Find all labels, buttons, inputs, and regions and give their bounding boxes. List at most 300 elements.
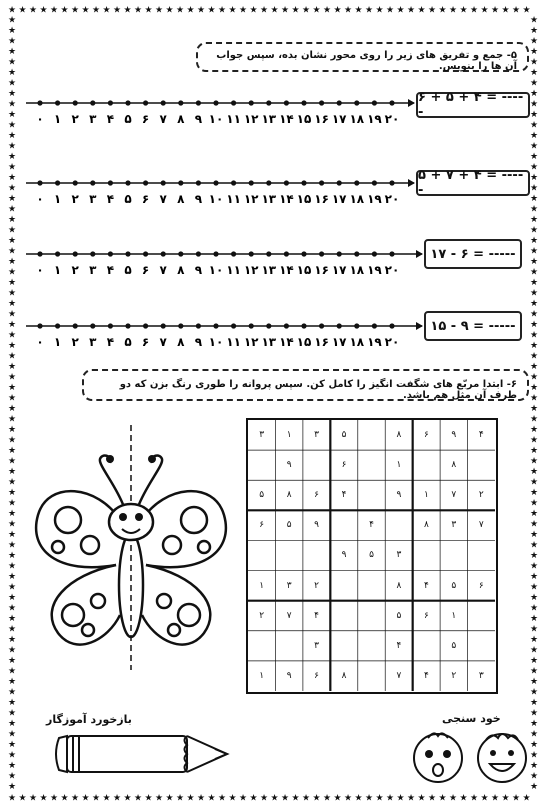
sudoku-cell[interactable]: ۷: [396, 670, 402, 681]
tick-dot[interactable]: [231, 323, 236, 328]
tick-label: ۱۱: [226, 192, 241, 206]
svg-text:★: ★: [301, 793, 311, 802]
tick-label: ۸: [177, 335, 185, 349]
sudoku-cell[interactable]: [413, 450, 440, 480]
svg-text:★: ★: [133, 793, 143, 802]
sudoku-cell[interactable]: ۹: [341, 550, 347, 561]
tick-dot[interactable]: [73, 180, 78, 185]
sudoku-cell[interactable]: [468, 450, 495, 480]
tick-dot[interactable]: [161, 251, 166, 256]
sudoku-cell[interactable]: [358, 450, 385, 480]
sudoku-cell[interactable]: [413, 631, 440, 661]
tick-label: ۲: [71, 335, 79, 349]
svg-text:★: ★: [529, 99, 538, 110]
tick-dot[interactable]: [161, 100, 166, 105]
tick-dot[interactable]: [284, 323, 289, 328]
tick-dot[interactable]: [249, 180, 254, 185]
sudoku-cell[interactable]: ۱: [259, 580, 265, 591]
svg-text:★: ★: [427, 793, 437, 802]
tick-dot[interactable]: [125, 180, 130, 185]
sudoku-cell[interactable]: ۱: [286, 430, 292, 441]
happy-face-icon[interactable]: [472, 726, 532, 786]
tick-label: ۱۷: [331, 263, 347, 277]
svg-text:★: ★: [270, 6, 279, 16]
sudoku-cell[interactable]: ۹: [396, 490, 402, 501]
svg-text:★: ★: [529, 530, 538, 540]
sudoku-cell[interactable]: [330, 510, 357, 540]
tick-dot[interactable]: [266, 251, 271, 256]
sudoku-cell[interactable]: ۸: [396, 580, 402, 591]
svg-text:★: ★: [529, 687, 538, 698]
svg-text:★: ★: [28, 6, 38, 16]
tick-label: ۱۳: [261, 335, 277, 349]
svg-text:★: ★: [480, 6, 489, 16]
tick-dot[interactable]: [90, 100, 95, 105]
tick-label: ۰: [36, 263, 44, 277]
svg-text:★: ★: [396, 793, 405, 802]
tick-dot[interactable]: [90, 180, 95, 185]
svg-text:★: ★: [529, 330, 538, 341]
tick-dot[interactable]: [389, 180, 394, 185]
svg-text:★: ★: [8, 162, 17, 173]
sudoku-cell[interactable]: [468, 540, 495, 570]
sudoku-cell[interactable]: [385, 510, 412, 540]
sudoku-cell[interactable]: ۴: [369, 520, 374, 531]
tick-dot[interactable]: [354, 100, 359, 105]
svg-text:★: ★: [8, 540, 17, 551]
tick-dot[interactable]: [161, 323, 166, 328]
arrow-icon: [408, 99, 415, 107]
tick-dot[interactable]: [389, 251, 394, 256]
sudoku-cell[interactable]: ۶: [341, 460, 347, 471]
svg-text:★: ★: [8, 551, 17, 561]
svg-text:★: ★: [529, 561, 538, 572]
sudoku-cell[interactable]: ۴: [423, 580, 429, 591]
sudoku-cell[interactable]: [330, 601, 357, 631]
sudoku-cell[interactable]: ۳: [314, 430, 320, 441]
tick-dot[interactable]: [178, 323, 183, 328]
tick-dot[interactable]: [143, 323, 148, 328]
svg-text:★: ★: [490, 6, 500, 16]
svg-text:★: ★: [529, 89, 538, 99]
svg-text:★: ★: [259, 6, 269, 16]
tick-dot[interactable]: [73, 323, 78, 328]
svg-text:★: ★: [8, 666, 17, 677]
svg-text:★: ★: [8, 267, 17, 278]
pencil-icon[interactable]: [55, 728, 235, 780]
sudoku-cell[interactable]: ۲: [259, 610, 265, 621]
sudoku-cell[interactable]: [358, 480, 385, 510]
svg-text:★: ★: [8, 288, 17, 299]
svg-text:★: ★: [469, 793, 479, 802]
svg-text:★: ★: [8, 183, 17, 194]
svg-text:★: ★: [529, 603, 538, 614]
svg-text:★: ★: [529, 719, 538, 729]
tick-dot[interactable]: [249, 323, 254, 328]
svg-text:★: ★: [529, 645, 538, 656]
sudoku-cell[interactable]: ۵: [451, 640, 457, 651]
sudoku-cell[interactable]: ۱: [423, 490, 429, 501]
tick-dot[interactable]: [125, 100, 130, 105]
tick-dot[interactable]: [354, 323, 359, 328]
svg-text:★: ★: [529, 215, 538, 225]
tick-dot[interactable]: [213, 323, 218, 328]
tick-label: ۲۰: [384, 335, 400, 349]
tick-dot[interactable]: [284, 251, 289, 256]
tick-label: ۱۴: [279, 335, 294, 349]
svg-text:★: ★: [529, 47, 538, 57]
svg-text:★: ★: [8, 488, 17, 498]
tick-dot[interactable]: [108, 323, 113, 328]
sudoku-cell[interactable]: ۹: [286, 460, 292, 471]
tick-label: ۱۲: [243, 192, 259, 206]
svg-text:★: ★: [529, 456, 538, 467]
sudoku-cell[interactable]: ۸: [341, 670, 347, 681]
surprised-face-icon[interactable]: [408, 726, 468, 786]
svg-text:★: ★: [529, 467, 538, 477]
tick-dot[interactable]: [37, 251, 42, 256]
tick-dot[interactable]: [143, 180, 148, 185]
tick-dot[interactable]: [178, 180, 183, 185]
svg-text:★: ★: [81, 793, 90, 802]
question-5-instruction: ۵- جمع و تفریق های زیر را روی محور نشان بده، سپس جواب آن ها را بنویس.: [196, 42, 529, 72]
arrow-icon: [416, 250, 423, 258]
svg-text:★: ★: [8, 257, 17, 267]
tick-label: ۶: [141, 112, 150, 126]
sudoku-cell[interactable]: ۸: [396, 430, 402, 441]
sudoku-cell[interactable]: ۶: [314, 670, 320, 681]
tick-label: ۱۱: [226, 263, 241, 277]
svg-text:★: ★: [529, 677, 538, 687]
tick-label: ۰: [36, 112, 44, 126]
svg-text:★: ★: [8, 435, 17, 446]
svg-text:★: ★: [228, 793, 237, 802]
tick-dot[interactable]: [301, 323, 306, 328]
svg-text:★: ★: [529, 488, 538, 498]
sudoku-cell[interactable]: ۱: [259, 670, 265, 681]
sudoku-cell[interactable]: [275, 540, 302, 570]
sudoku-cell[interactable]: ۴: [396, 640, 402, 651]
svg-text:★: ★: [8, 173, 17, 183]
sudoku-cell[interactable]: ۴: [423, 670, 429, 681]
sudoku-cell[interactable]: ۴: [314, 610, 320, 621]
svg-text:★: ★: [8, 215, 17, 225]
sudoku-cell[interactable]: ۱: [451, 610, 457, 621]
tick-label: ۲: [71, 263, 79, 277]
tick-label: ۷: [159, 335, 167, 349]
sudoku-cell[interactable]: ۴: [341, 490, 347, 501]
svg-text:★: ★: [529, 194, 538, 204]
arrow-icon: [408, 179, 415, 187]
tick-dot[interactable]: [372, 251, 377, 256]
tick-dot[interactable]: [196, 323, 201, 328]
tick-dot[interactable]: [213, 100, 218, 105]
sudoku-cell[interactable]: ۵: [369, 550, 374, 561]
svg-text:★: ★: [501, 793, 510, 802]
tick-dot[interactable]: [319, 180, 324, 185]
tick-dot[interactable]: [354, 251, 359, 256]
svg-text:★: ★: [312, 6, 321, 16]
svg-text:★: ★: [291, 6, 300, 16]
tick-dot[interactable]: [337, 323, 342, 328]
tick-dot[interactable]: [337, 251, 342, 256]
sudoku-cell[interactable]: ۸: [451, 460, 457, 471]
equation-box-1[interactable]: [416, 92, 530, 118]
svg-text:★: ★: [375, 793, 384, 802]
sudoku-cell[interactable]: ۵: [396, 610, 402, 621]
tick-label: ۱۲: [243, 263, 259, 277]
sudoku-cell[interactable]: ۳: [396, 550, 402, 561]
tick-dot[interactable]: [90, 251, 95, 256]
svg-text:★: ★: [522, 793, 531, 802]
svg-text:★: ★: [154, 793, 164, 802]
svg-text:★: ★: [459, 6, 468, 16]
tick-dot[interactable]: [37, 100, 42, 105]
tick-dot[interactable]: [125, 251, 130, 256]
sudoku-cell[interactable]: ۷: [451, 490, 457, 501]
sudoku-cell[interactable]: [358, 571, 385, 601]
sudoku-cell[interactable]: ۲: [451, 670, 457, 681]
sudoku-cell[interactable]: ۷: [478, 520, 484, 531]
butterfly-illustration[interactable]: [28, 425, 243, 670]
equation-box-3[interactable]: [424, 239, 522, 269]
tick-dot[interactable]: [90, 323, 95, 328]
tick-dot[interactable]: [196, 180, 201, 185]
tick-dot[interactable]: [231, 100, 236, 105]
tick-dot[interactable]: [213, 180, 218, 185]
svg-text:★: ★: [529, 656, 538, 666]
sudoku-cell[interactable]: [303, 540, 330, 570]
tick-label: ۸: [177, 192, 185, 206]
sudoku-cell[interactable]: ۶: [478, 580, 484, 591]
svg-text:★: ★: [529, 635, 538, 645]
svg-text:★: ★: [8, 509, 17, 519]
svg-text:★: ★: [217, 793, 227, 802]
sudoku-cell[interactable]: [330, 631, 357, 661]
sudoku-cell[interactable]: [440, 540, 467, 570]
svg-text:★: ★: [8, 425, 17, 435]
svg-text:★: ★: [186, 793, 195, 802]
tick-dot[interactable]: [196, 251, 201, 256]
sudoku-cell[interactable]: [413, 540, 440, 570]
sudoku-cell[interactable]: ۶: [423, 610, 429, 621]
tick-dot[interactable]: [108, 251, 113, 256]
sudoku-cell[interactable]: [358, 631, 385, 661]
tick-dot[interactable]: [372, 100, 377, 105]
tick-dot[interactable]: [337, 100, 342, 105]
tick-label: ۱۹: [367, 192, 382, 206]
tick-label: ۱۰: [208, 335, 224, 349]
sudoku-cell[interactable]: [248, 450, 275, 480]
tick-dot[interactable]: [231, 251, 236, 256]
tick-dot[interactable]: [143, 100, 148, 105]
svg-text:★: ★: [8, 793, 17, 802]
sudoku-cell[interactable]: [358, 420, 385, 450]
equation-box-2[interactable]: [416, 170, 530, 196]
svg-text:★: ★: [354, 6, 363, 16]
tick-dot[interactable]: [319, 100, 324, 105]
tick-label: ۱۴: [279, 192, 294, 206]
tick-dot[interactable]: [178, 251, 183, 256]
tick-dot[interactable]: [108, 180, 113, 185]
sudoku-cell[interactable]: ۲: [478, 490, 484, 501]
svg-text:★: ★: [8, 99, 17, 110]
svg-text:★: ★: [448, 793, 458, 802]
sudoku-cell[interactable]: ۳: [478, 670, 484, 681]
tick-dot[interactable]: [266, 323, 271, 328]
tick-dot[interactable]: [266, 100, 271, 105]
sudoku-cell[interactable]: ۹: [314, 520, 320, 531]
svg-text:★: ★: [529, 624, 538, 635]
tick-dot[interactable]: [337, 180, 342, 185]
sudoku-cell[interactable]: ۳: [314, 640, 320, 651]
tick-label: ۱۶: [314, 192, 329, 206]
svg-text:★: ★: [529, 57, 538, 68]
sudoku-cell[interactable]: [358, 661, 385, 691]
tick-label: ۱۲: [243, 335, 259, 349]
svg-text:★: ★: [406, 793, 416, 802]
svg-text:★: ★: [529, 309, 538, 320]
tick-dot[interactable]: [249, 100, 254, 105]
svg-text:★: ★: [427, 6, 437, 16]
sudoku-cell[interactable]: ۳: [286, 580, 292, 591]
tick-dot[interactable]: [37, 180, 42, 185]
tick-dot[interactable]: [55, 251, 60, 256]
svg-text:★: ★: [529, 173, 538, 183]
tick-dot[interactable]: [73, 251, 78, 256]
sudoku-cell[interactable]: [330, 571, 357, 601]
svg-text:★: ★: [123, 793, 132, 802]
svg-text:★: ★: [522, 6, 531, 16]
tick-label: ۱۸: [349, 112, 365, 126]
tick-dot[interactable]: [196, 100, 201, 105]
sudoku-cell[interactable]: ۸: [423, 520, 429, 531]
svg-text:★: ★: [469, 6, 479, 16]
tick-dot[interactable]: [389, 100, 394, 105]
tick-dot[interactable]: [319, 251, 324, 256]
svg-text:★: ★: [60, 6, 69, 16]
sudoku-cell[interactable]: ۴: [478, 430, 484, 441]
svg-text:★: ★: [8, 603, 17, 614]
svg-text:★: ★: [438, 793, 447, 802]
tick-label: ۱۶: [314, 335, 329, 349]
svg-text:★: ★: [8, 698, 17, 708]
tick-dot[interactable]: [231, 180, 236, 185]
svg-text:★: ★: [8, 320, 17, 330]
sudoku-cell[interactable]: [275, 631, 302, 661]
sudoku-cell[interactable]: ۳: [259, 430, 265, 441]
sudoku-cell[interactable]: ۹: [451, 430, 457, 441]
tick-label: ۱۱: [226, 112, 241, 126]
sudoku-cell[interactable]: ۶: [314, 490, 320, 501]
sudoku-cell[interactable]: ۵: [451, 580, 457, 591]
sudoku-cell[interactable]: ۸: [286, 490, 292, 501]
tick-dot[interactable]: [249, 251, 254, 256]
svg-text:★: ★: [511, 793, 521, 802]
sudoku-cell[interactable]: ۷: [286, 610, 292, 621]
tick-dot[interactable]: [55, 180, 60, 185]
sudoku-cell[interactable]: ۹: [286, 670, 292, 681]
tick-label: ۳: [89, 192, 97, 206]
sudoku-cell[interactable]: ۵: [286, 520, 292, 531]
tick-dot[interactable]: [213, 251, 218, 256]
tick-dot[interactable]: [301, 251, 306, 256]
svg-text:★: ★: [112, 793, 122, 802]
svg-text:★: ★: [322, 793, 332, 802]
sudoku-cell[interactable]: ۲: [314, 580, 320, 591]
svg-text:★: ★: [18, 6, 27, 16]
tick-dot[interactable]: [354, 180, 359, 185]
tick-dot[interactable]: [55, 100, 60, 105]
tick-dot[interactable]: [178, 100, 183, 105]
tick-label: ۹: [194, 335, 203, 349]
tick-dot[interactable]: [389, 323, 394, 328]
svg-text:★: ★: [333, 793, 342, 802]
sudoku-cell[interactable]: [248, 540, 275, 570]
svg-text:★: ★: [529, 446, 538, 456]
tick-dot[interactable]: [301, 100, 306, 105]
sudoku-cell[interactable]: [248, 631, 275, 661]
tick-label: ۱۵: [296, 112, 312, 126]
sudoku-grid[interactable]: [246, 418, 498, 694]
sudoku-cell[interactable]: ۵: [259, 490, 265, 501]
sudoku-cell[interactable]: [358, 601, 385, 631]
tick-dot[interactable]: [108, 100, 113, 105]
sudoku-cell[interactable]: [303, 450, 330, 480]
svg-text:★: ★: [280, 793, 290, 802]
tick-label: ۱۴: [279, 112, 294, 126]
teacher-feedback-label: بازخورد آموزگار: [46, 713, 132, 726]
tick-dot[interactable]: [161, 180, 166, 185]
sudoku-cell[interactable]: [468, 601, 495, 631]
sudoku-cell[interactable]: ۳: [451, 520, 457, 531]
tick-dot[interactable]: [143, 251, 148, 256]
equation-box-4[interactable]: [424, 311, 522, 341]
svg-text:★: ★: [8, 15, 17, 26]
tick-dot[interactable]: [372, 180, 377, 185]
tick-dot[interactable]: [284, 180, 289, 185]
tick-label: ۰: [36, 192, 44, 206]
svg-text:★: ★: [529, 666, 538, 677]
svg-text:★: ★: [529, 582, 538, 593]
tick-dot[interactable]: [73, 100, 78, 105]
svg-text:★: ★: [511, 6, 521, 16]
sudoku-cell[interactable]: ۶: [259, 520, 265, 531]
tick-dot[interactable]: [266, 180, 271, 185]
tick-dot[interactable]: [372, 323, 377, 328]
svg-text:★: ★: [448, 6, 458, 16]
svg-text:★: ★: [529, 351, 538, 362]
sudoku-cell[interactable]: ۱: [396, 460, 402, 471]
svg-text:★: ★: [529, 267, 538, 278]
tick-dot[interactable]: [125, 323, 130, 328]
tick-dot[interactable]: [319, 323, 324, 328]
svg-text:★: ★: [8, 110, 17, 120]
svg-text:★: ★: [8, 68, 17, 78]
tick-dot[interactable]: [301, 180, 306, 185]
sudoku-cell[interactable]: ۵: [341, 430, 347, 441]
tick-label: ۱۹: [367, 335, 382, 349]
sudoku-cell[interactable]: ۶: [423, 430, 429, 441]
tick-label: ۱۹: [367, 112, 382, 126]
sudoku-cell[interactable]: [468, 631, 495, 661]
tick-label: ۹: [194, 192, 203, 206]
tick-dot[interactable]: [55, 323, 60, 328]
tick-dot[interactable]: [284, 100, 289, 105]
tick-dot[interactable]: [37, 323, 42, 328]
tick-label: ۴: [106, 335, 115, 349]
svg-text:★: ★: [291, 793, 300, 802]
